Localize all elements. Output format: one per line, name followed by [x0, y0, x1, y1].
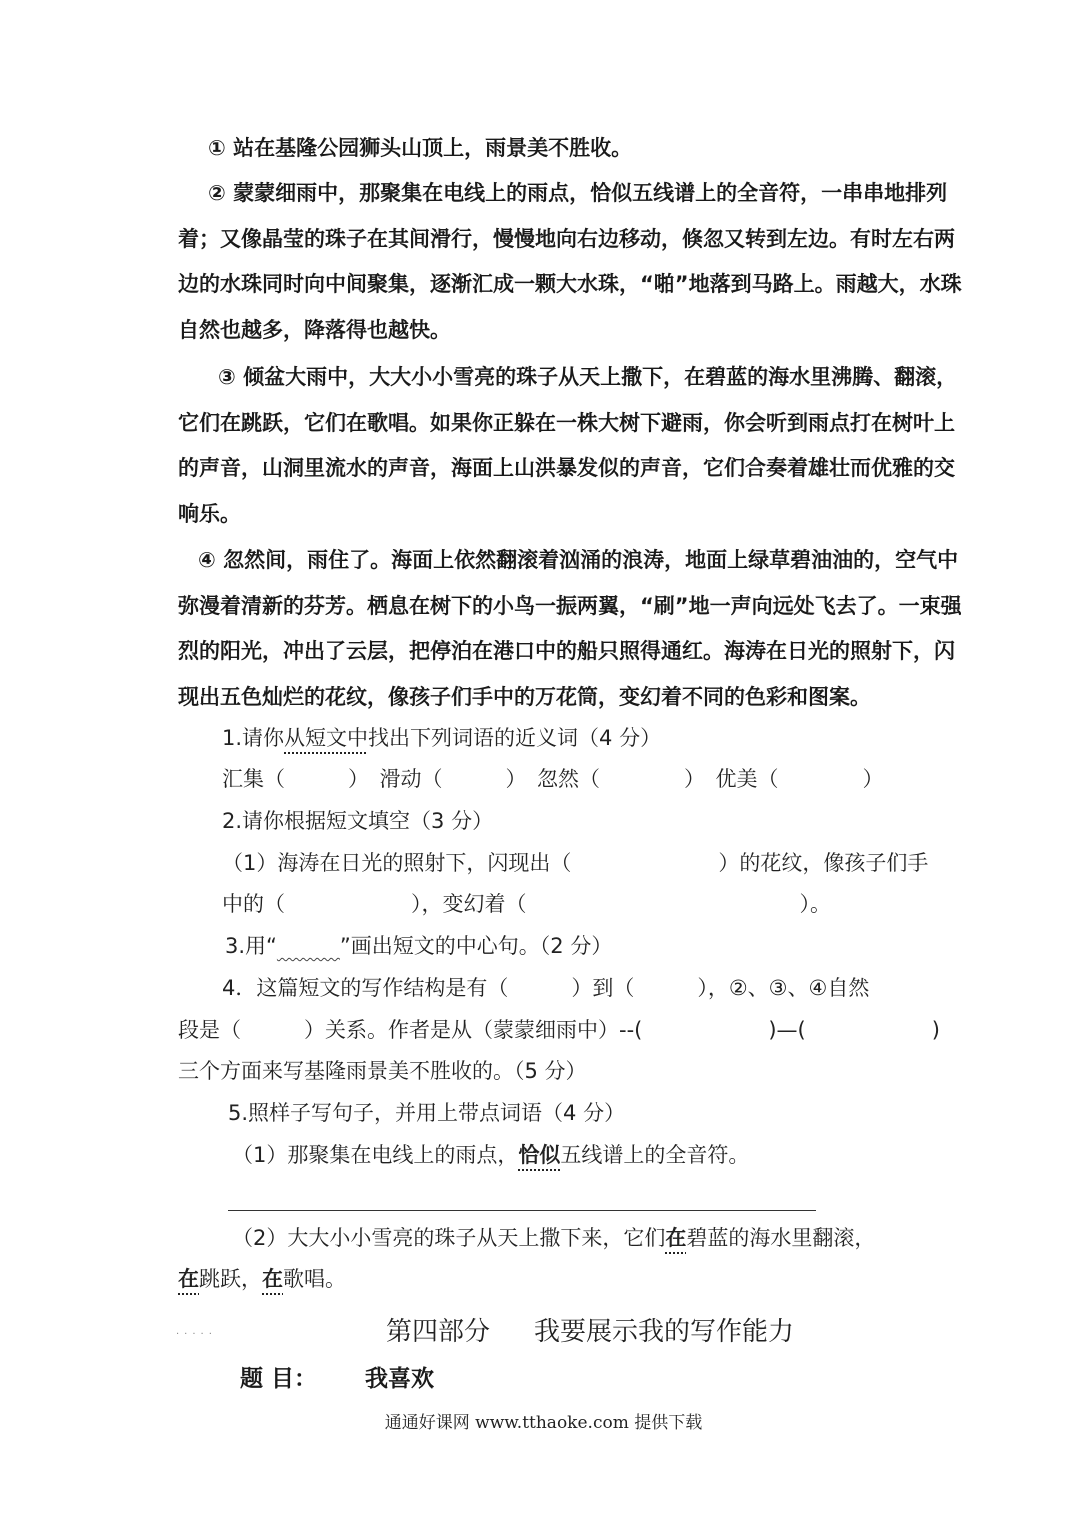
dotted-keyword: 恰似	[518, 1143, 561, 1167]
essay-topic	[240, 1360, 434, 1393]
passage-line: 烈的阳光，冲出了云层，把停泊在港口中的船只照得通红。海涛在日光的照射下，闪	[178, 639, 955, 663]
question-2-line-2[interactable]: 中的（ ），变幻着（ ）。	[222, 892, 831, 916]
dotted-keyword: 从短文中	[284, 726, 369, 750]
topic-value: 我喜欢	[365, 1366, 435, 1392]
question-text: 1.请你	[222, 726, 285, 750]
dotted-keyword: 在	[262, 1267, 283, 1291]
question-4-line-1[interactable]: 4．这篇短文的写作结构是有（ ）到（ ），②、③、④自然	[222, 976, 870, 1000]
question-4-line-3: 三个方面来写基隆雨景美不胜收的。（5 分）	[178, 1059, 587, 1083]
sentence-text: 歌唱。	[283, 1267, 346, 1291]
passage-paragraph-3	[178, 355, 1008, 537]
sentence-text: 五线谱上的全音符。	[560, 1143, 750, 1167]
question-3	[225, 926, 612, 967]
passage-line: 的声音，山洞里流水的声音，海面上山洪暴发似的声音，它们合奏着雄壮而优雅的交	[178, 456, 955, 480]
sentence-text: （1）那聚集在电线上的雨点，	[232, 1143, 519, 1167]
decorative-dots: .....	[176, 1326, 217, 1337]
passage-line: 着；又像晶莹的珠子在其间滑行，慢慢地向右边移动，倏忽又转到左边。有时左右两	[178, 226, 955, 251]
passage-line: ③ 倾盆大雨中，大大小小雪亮的珠子从天上撒下，在碧蓝的海水里沸腾、翻滚，	[218, 365, 958, 389]
passage-line: 边的水珠同时向中间聚集，逐渐汇成一颗大水珠，“啪”地落到马路上。雨越大，水珠	[178, 272, 962, 296]
answer-line[interactable]	[228, 1210, 816, 1211]
footer-credit: 通通好课网 www.tthaoke.com 提供下载	[384, 1413, 703, 1433]
question-5-example-2	[232, 1218, 875, 1259]
dotted-keyword: 在	[665, 1226, 687, 1250]
passage-line: 响乐。	[178, 501, 241, 526]
passage-line: 现出五色灿烂的花纹，像孩子们手中的万花筒，变幻着不同的色彩和图案。	[178, 684, 871, 709]
question-2-title: 2.请你根据短文填空（3 分）	[222, 809, 494, 833]
section-label: 第四部分	[386, 1317, 491, 1347]
question-5-example-2-cont	[178, 1259, 346, 1300]
dotted-keyword: 在	[178, 1267, 199, 1291]
question-text: 3.用“	[225, 934, 277, 958]
passage-line: ② 蒙蒙细雨中，那聚集在电线上的雨点，恰似五线谱上的全音符，一串串地排列	[208, 181, 948, 205]
passage-line: 它们在跳跃，它们在歌唱。如果你正躲在一株大树下避雨，你会听到雨点打在树叶上	[178, 410, 955, 435]
passage-line: ④ 忽然间，雨住了。海面上依然翻滚着汹涌的浪涛，地面上绿草碧油油的，空气中	[198, 548, 959, 572]
passage-line: ① 站在基隆公园狮头山顶上，雨景美不胜收。	[208, 136, 633, 160]
sentence-text: 跳跃，	[199, 1267, 262, 1291]
passage-line: 弥漫着清新的芬芳。栖息在树下的小鸟一振两翼，“刷”地一声向远处飞去了。一束强	[178, 593, 962, 618]
question-4-line-2[interactable]: 段是（ ）关系。作者是从（蒙蒙细雨中）--( )—( )	[178, 1018, 940, 1042]
question-text: 找出下列词语的近义词（4 分）	[368, 726, 662, 750]
sentence-text: 碧蓝的海水里翻滚，	[686, 1226, 876, 1250]
passage-paragraph-4	[178, 538, 1008, 720]
question-1-items[interactable]: 汇集（ ） 滑动（ ） 忽然（ ） 优美（ ）	[222, 767, 884, 791]
topic-label: 题 目：	[240, 1366, 318, 1392]
passage-paragraph-1	[208, 126, 1038, 172]
question-1-title	[222, 718, 661, 759]
question-5-title: 5.照样子写句子，并用上带点词语（4 分）	[228, 1101, 626, 1125]
question-text: ”画出短文的中心句。（2 分）	[339, 934, 613, 958]
question-2-line-1[interactable]: （1）海涛在日光的照射下，闪现出（ ）的花纹，像孩子们手	[222, 851, 929, 875]
sentence-text: （2）大大小小雪亮的珠子从天上撒下来，它们	[232, 1226, 666, 1250]
wavy-line-sample: ＿＿＿	[276, 934, 340, 958]
passage-line: 自然也越多，降落得也越快。	[178, 317, 451, 342]
passage-paragraph-2	[178, 171, 1008, 353]
question-5-example-1	[232, 1135, 749, 1176]
section-heading: 我要展示我的写作能力	[534, 1317, 795, 1347]
section-title	[386, 1311, 794, 1348]
